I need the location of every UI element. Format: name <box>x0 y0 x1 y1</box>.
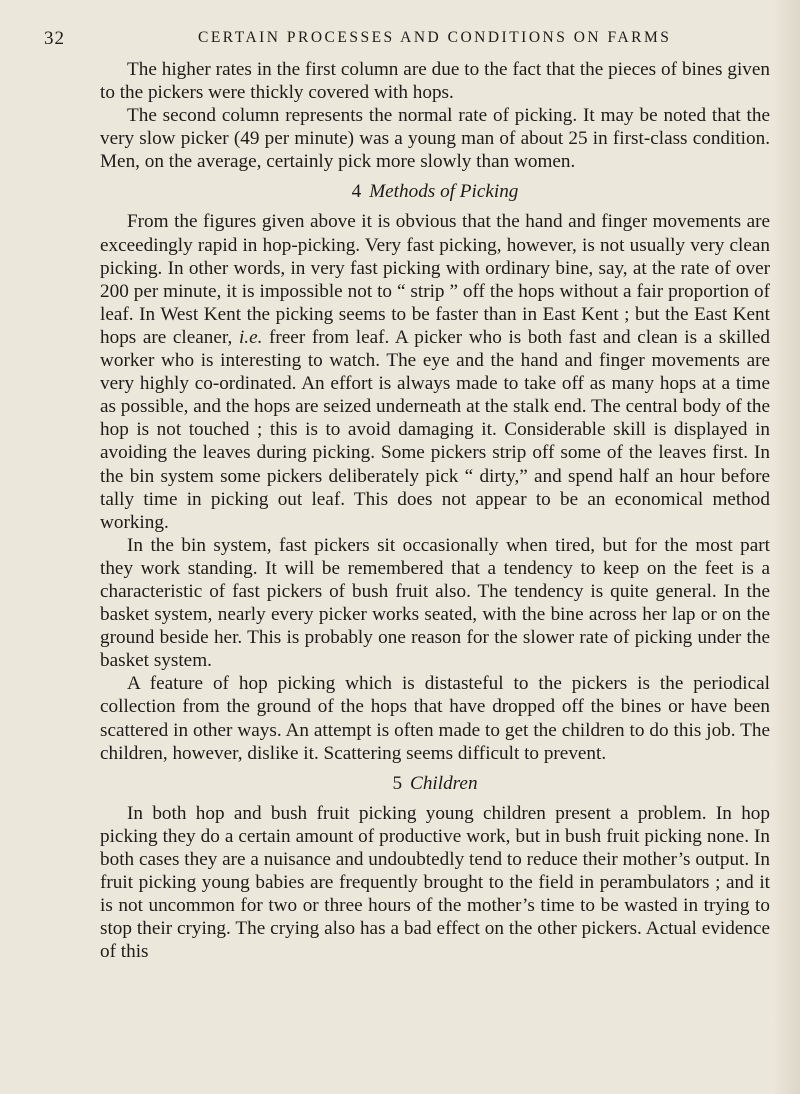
section-title: Methods of Picking <box>369 181 519 203</box>
page-header <box>44 28 774 52</box>
section-heading-methods-of-picking <box>100 180 770 203</box>
page-edge-shadow <box>772 0 800 1094</box>
italic-abbreviation: i.e. <box>238 326 263 348</box>
paragraph: The second column represents the normal rate of picking. It may be noted that the very slow picker (49 per minute) was a young man of about 25 in first-class condition. Men, on the average, certainly pick more slowly than women. <box>100 105 770 173</box>
paragraph: A feature of hop picking which is distasteful to the pickers is the periodical collection from the ground of the hops that have dropped off the bines or have been scattered in other ways. An attempt is often made to get the children to do this job. The children, however, dislike it. Scattering seems difficult to prevent. <box>100 673 770 764</box>
section-heading-children <box>100 772 770 795</box>
paragraph-text: From the figures given above it is obvious that the hand and finger movements are exceedingly rapid in hop-picking. Very fast picking, however, is not usually very clean picking. In other words, in very fast picking with ordinary bine, say, at the rate of over 200 per minute, it is impossible not to “ strip ” off the hops without a fair proportion of leaf. In West Kent the picking seems to be faster than in East Kent ; but the East Kent hops are cleaner, <box>100 211 770 348</box>
section-number: 4 <box>351 181 362 203</box>
paragraph: In the bin system, fast pickers sit occasionally when tired, but for the most part they work standing. It will be remembered that a tendency to keep on the feet is a characteristic of fast pickers of bush fruit also. The tendency is quite general. In the basket system, nearly every picker works seated, with the bine across her lap or on the ground beside her. This is probably one reason for the slower rate of picking under the basket system. <box>100 534 770 672</box>
body-text <box>100 58 770 963</box>
paragraph: In both hop and bush fruit picking young children present a problem. In hop picking they do a certain amount of productive work, but in bush fruit picking none. In both cases they are a nuisance and undoubtedly tend to reduce their mother’s output. In fruit picking young babies are frequently brought to the field in perambulators ; and it is not uncommon for two or three hours of the mother’s time to be wasted in trying to stop their crying. The crying also has a bad effect on the other pickers. Actual evidence of this <box>100 802 770 963</box>
paragraph <box>100 210 770 533</box>
paragraph-text: freer from leaf. A picker who is both fast and clean is a skilled worker who is interesting to watch. The eye and the hand and finger movements are very highly co-ordinated. An effort is always made to take off as many hops at a time as possible, and the hops are seized underneath at the stalk end. The central body of the hop is not touched ; this is to avoid damaging it. Considerable skill is displayed in avoiding the leaves during picking. Some pickers strip off some of the leaves first. In the bin system some pickers deliberately pick “ dirty,” and spend half an hour before tally time in picking out leaf. This does not appear to be an economical method working. <box>100 326 771 533</box>
running-head: CERTAIN PROCESSES AND CONDITIONS ON FARMS <box>198 29 672 46</box>
paragraph: The higher rates in the first column are due to the fact that the pieces of bines given to the pickers were thickly covered with hops. <box>100 59 770 104</box>
section-title: Children <box>410 772 478 794</box>
section-number: 5 <box>392 772 403 794</box>
page-number: 32 <box>44 28 65 49</box>
